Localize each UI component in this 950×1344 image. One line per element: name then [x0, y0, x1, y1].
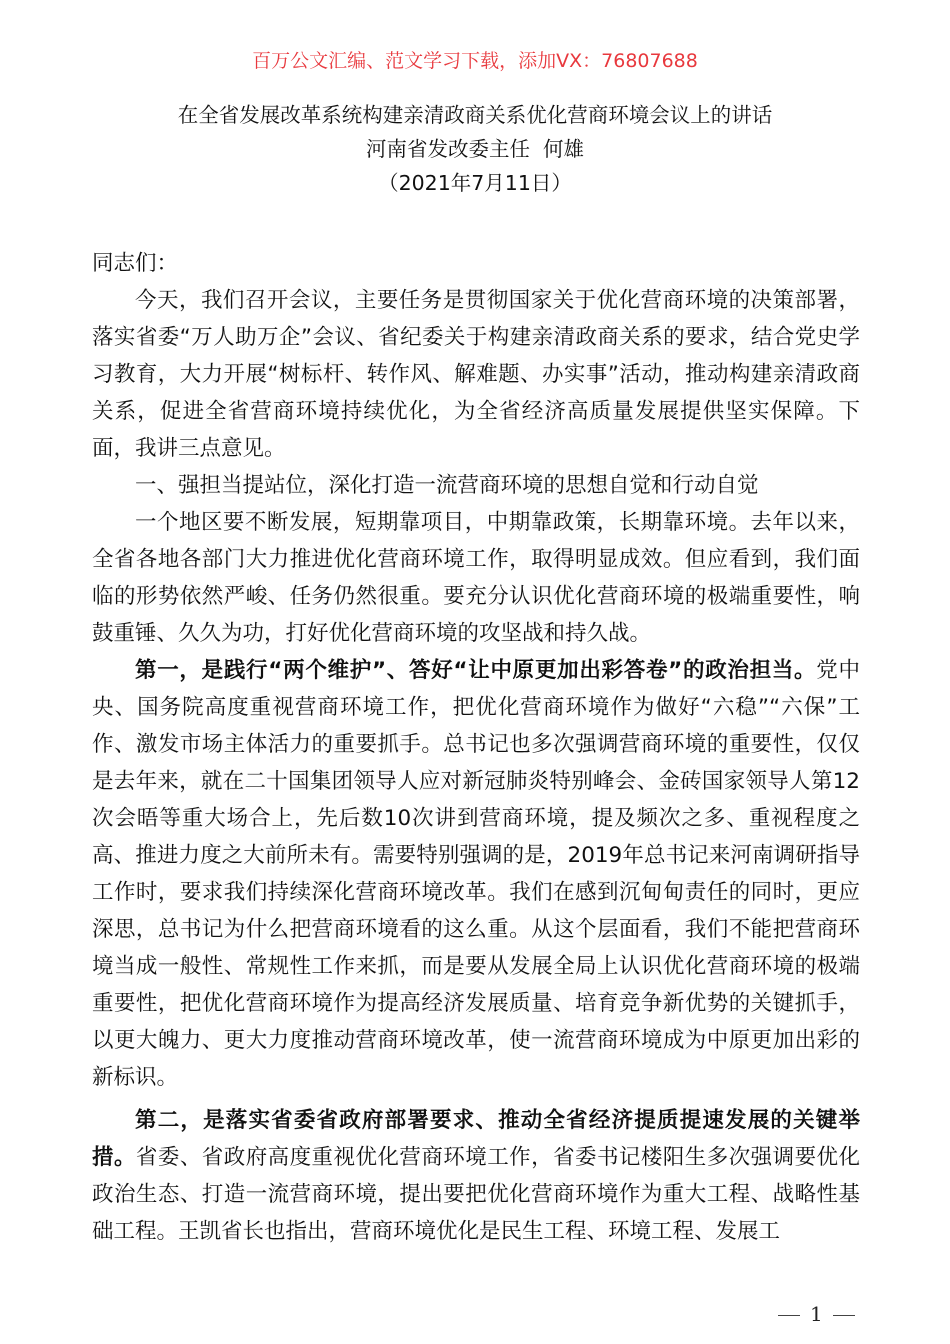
speaker-line: 河南省发改委主任 何雄 — [365, 137, 585, 161]
speech-date: （2021年7月11日） — [378, 171, 572, 195]
point-1-lead: 第一，是践行“两个维护”、答好“让中原更加出彩答卷”的政治担当。 — [135, 658, 817, 683]
section-heading-1: 一、强担当提站位，深化打造一流营商环境的思想自觉和行动自觉 — [135, 473, 759, 498]
point-2-lead: 第二，是落实省委省政府部署要求、推动全省经济提质提速发展的关键举措。 — [92, 1108, 860, 1170]
document-header — [0, 98, 950, 200]
point-2-paragraph — [92, 1102, 860, 1250]
dash-right — [833, 1315, 855, 1316]
section-1-paragraph: 一个地区要不断发展，短期靠项目，中期靠政策，长期靠环境。去年以来，全省各地各部门大力推进优化营商环境工作，取得明显成效。但应看到，我们面临的形势依然严峻、任务仍然很重。要充分认识优化营商环境的极端重要性，响鼓重锤、久久为功，打好优化营商环境的攻坚战和持久战。 — [92, 510, 860, 646]
document-title: 在全省发展改革系统构建亲清政商关系优化营商环境会议上的讲话 — [177, 103, 773, 127]
intro-paragraph: 今天，我们召开会议，主要任务是贯彻国家关于优化营商环境的决策部署，落实省委“万人助万企”会议、省纪委关于构建亲清政商关系的要求，结合党史学习教育，大力开展“树标杆、转作风、解难题、办实事”活动，推动构建亲清政商关系，促进全省营商环境持续优化，为全省经济高质量发展提供坚实保障。下面，我讲三点意见。 — [92, 288, 860, 461]
point-1-text: 党中央、国务院高度重视营商环境工作，把优化营商环境作为做好“六稳”“六保”工作、激发市场主体活力的重要抓手。总书记也多次强调营商环境的重要性，仅仅是去年来，就在二十国集团领导人应对新冠肺炎特别峰会、金砖国家领导人第12次会晤等重大场合上，先后数10次讲到营商环境，提及频次之多、重视程度之高、推进力度之大前所未有。需要特别强调的是，2019年总书记来河南调研指导工作时，要求我们持续深化营商环境改革。我们在感到沉甸甸责任的同时，更应深思，总书记为什么把营商环境看的这么重。从这个层面看，我们不能把营商环境当成一般性、常规性工作来抓，而是要从发展全局上认识优化营商环境的极端重要性，把优化营商环境作为提高经济发展质量、培育竞争新优势的关键抓手，以更大魄力、更大力度推动营商环境改革，使一流营商环境成为中原更加出彩的新标识。 — [92, 658, 860, 1090]
point-1-paragraph — [92, 652, 860, 1096]
page-number — [768, 1302, 865, 1326]
salutation: 同志们： — [92, 251, 179, 276]
dash-left — [778, 1315, 800, 1316]
document-body — [92, 245, 860, 1250]
page-number-value: 1 — [810, 1302, 823, 1326]
watermark-banner: 百万公文汇编、范文学习下载，添加VX：76807688 — [252, 50, 698, 72]
point-2-text: 省委、省政府高度重视优化营商环境工作，省委书记楼阳生多次强调要优化政治生态、打造一流营商环境，提出要把优化营商环境作为重大工程、战略性基础工程。王凯省长也指出，营商环境优化是民生工程、环境工程、发展工 — [92, 1145, 860, 1244]
